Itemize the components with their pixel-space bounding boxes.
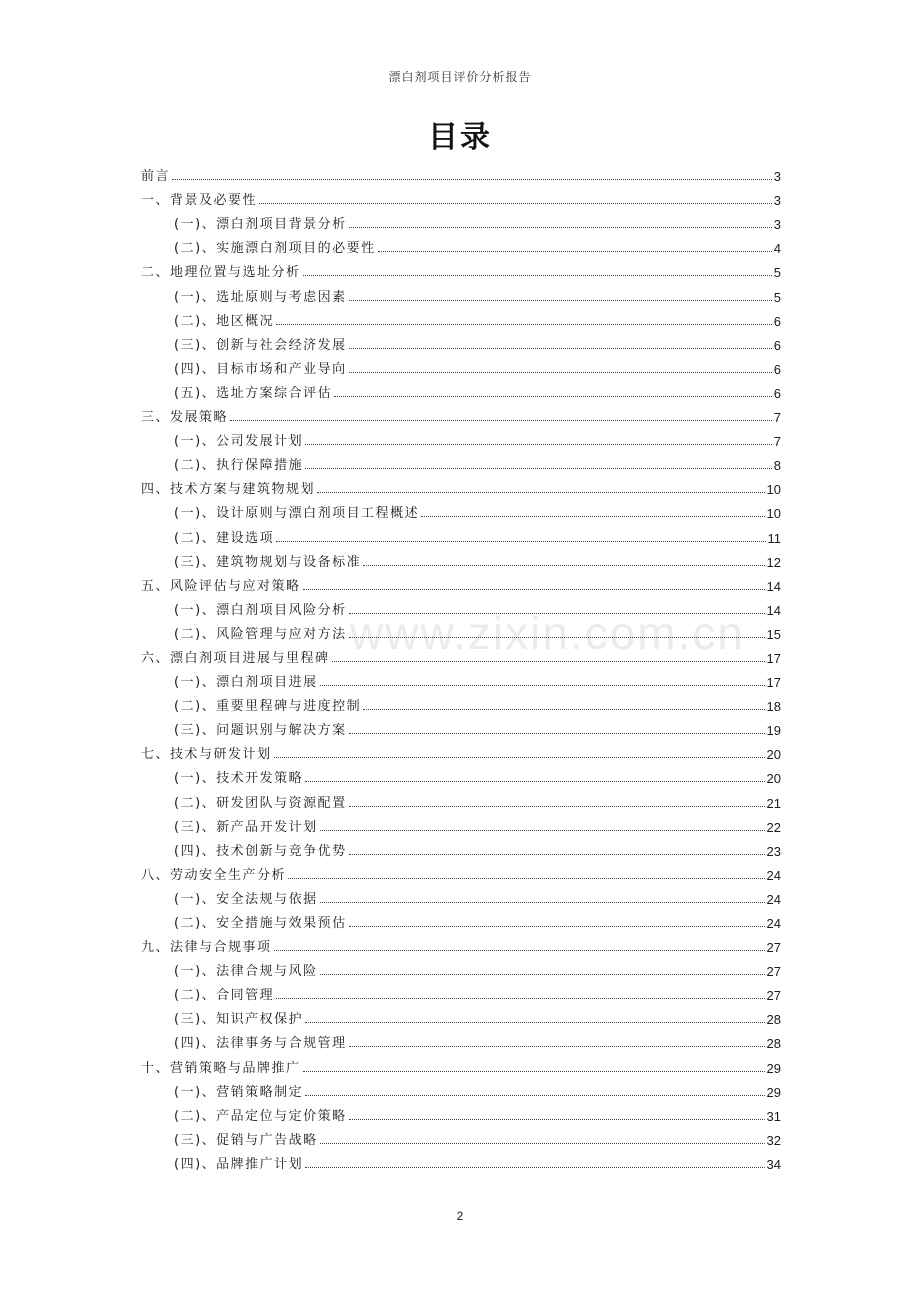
dot-leader xyxy=(320,902,765,903)
dot-leader xyxy=(363,565,764,566)
toc-entry-page: 28 xyxy=(766,1036,781,1052)
toc-entry[interactable] xyxy=(141,883,781,907)
toc-entry-label: (一)、技术开发策略 xyxy=(174,771,304,787)
toc-entry-label: (三)、问题识别与解决方案 xyxy=(174,723,347,739)
toc-entry-label: (三)、创新与社会经济发展 xyxy=(174,337,347,353)
toc-entry-page: 7 xyxy=(773,434,781,450)
toc-entry-page: 6 xyxy=(773,313,781,329)
toc-entry-label: (二)、合同管理 xyxy=(174,988,275,1004)
toc-entry-page: 10 xyxy=(766,506,781,522)
toc-entry[interactable] xyxy=(141,738,781,762)
dot-leader xyxy=(305,1167,764,1168)
toc-entry-page: 6 xyxy=(773,337,781,353)
toc-entry[interactable] xyxy=(141,618,781,642)
toc-entry-label: (二)、安全措施与效果预估 xyxy=(174,916,347,931)
running-header: 漂白剂项目评价分析报告 xyxy=(388,70,532,84)
toc-entry[interactable] xyxy=(141,1100,781,1124)
toc-entry[interactable] xyxy=(141,570,781,594)
toc-entry-page: 6 xyxy=(773,361,781,377)
dot-leader xyxy=(320,1143,765,1144)
toc-entry-label: (四)、品牌推广计划 xyxy=(174,1156,304,1172)
toc-entry-page: 28 xyxy=(766,1012,781,1028)
toc-entry[interactable] xyxy=(141,762,781,786)
dot-leader xyxy=(349,926,765,927)
toc-entry[interactable] xyxy=(141,449,781,473)
toc-entry-page: 5 xyxy=(773,289,781,305)
dot-leader xyxy=(320,685,765,686)
dot-leader xyxy=(305,468,772,469)
toc-entry[interactable] xyxy=(141,955,781,979)
toc-entry[interactable] xyxy=(141,232,781,256)
dot-leader xyxy=(303,1071,765,1072)
toc-entry[interactable] xyxy=(141,811,781,835)
toc-entry[interactable] xyxy=(141,425,781,449)
dot-leader xyxy=(320,974,765,975)
page-number: 2 xyxy=(456,1209,464,1223)
toc-entry-label: 九、法律与合规事项 xyxy=(141,940,272,956)
toc-entry-label: (三)、促销与广告战略 xyxy=(174,1132,318,1148)
toc-entry-page: 3 xyxy=(773,169,781,185)
toc-entry[interactable] xyxy=(141,1076,781,1100)
toc-entry-page: 27 xyxy=(766,940,781,956)
toc-entry-label: 二、地理位置与选址分析 xyxy=(141,265,301,281)
toc-entry-label: 八、劳动安全生产分析 xyxy=(141,867,287,883)
toc-entry-page: 17 xyxy=(766,650,781,666)
dot-leader xyxy=(378,251,772,252)
toc-entry-label: 五、风险评估与应对策略 xyxy=(141,578,301,594)
dot-leader xyxy=(172,179,772,180)
toc-entry-label: (一)、营销策略制定 xyxy=(174,1084,304,1100)
dot-leader xyxy=(276,324,772,325)
toc-entry[interactable] xyxy=(141,835,781,859)
toc-entry-label: 前言 xyxy=(141,169,171,185)
toc-entry[interactable] xyxy=(141,329,781,353)
toc-entry-label: (二)、建设选项 xyxy=(174,530,275,546)
toc-entry-page: 27 xyxy=(766,964,781,980)
toc-entry-label: 四、技术方案与建筑物规划 xyxy=(141,482,316,498)
toc-entry[interactable] xyxy=(141,714,781,738)
dot-leader xyxy=(349,372,772,373)
dot-leader xyxy=(349,733,765,734)
toc-entry-page: 29 xyxy=(766,1084,781,1100)
dot-leader xyxy=(274,950,765,951)
toc-entry[interactable] xyxy=(141,786,781,810)
toc-entry-label: (二)、地区概况 xyxy=(174,313,275,329)
toc-title: 目录 xyxy=(428,120,492,155)
dot-leader xyxy=(349,637,765,638)
toc-entry-label: (二)、重要里程碑与进度控制 xyxy=(174,699,362,715)
toc-entry[interactable] xyxy=(141,305,781,329)
toc-entry-label: (一)、漂白剂项目进展 xyxy=(174,675,318,691)
toc-entry-label: 十、营销策略与品牌推广 xyxy=(141,1060,301,1076)
toc-entry[interactable] xyxy=(141,1027,781,1051)
toc-entry-page: 27 xyxy=(766,988,781,1004)
toc-entry-page: 6 xyxy=(773,385,781,401)
toc-entry-page: 14 xyxy=(766,602,781,618)
dot-leader xyxy=(274,757,765,758)
toc-entry[interactable] xyxy=(141,594,781,618)
toc-entry[interactable] xyxy=(141,1051,781,1075)
dot-leader xyxy=(349,854,765,855)
toc-entry-page: 31 xyxy=(766,1108,781,1124)
toc-entry-page: 32 xyxy=(766,1132,781,1148)
dot-leader xyxy=(305,781,764,782)
toc-entry-page: 14 xyxy=(766,578,781,594)
toc-entry-page: 24 xyxy=(766,867,781,883)
toc-entry-label: (二)、执行保障措施 xyxy=(174,458,304,474)
dot-leader xyxy=(349,613,765,614)
toc-entry[interactable] xyxy=(141,1003,781,1027)
toc-entry-page: 7 xyxy=(773,410,781,426)
dot-leader xyxy=(305,444,772,445)
toc-entry[interactable] xyxy=(141,377,781,401)
dot-leader xyxy=(305,1022,764,1023)
dot-leader xyxy=(259,203,772,204)
dot-leader xyxy=(334,396,772,397)
toc-entry-label: 三、发展策略 xyxy=(141,410,229,426)
toc-entry-page: 12 xyxy=(766,554,781,570)
toc-entry[interactable] xyxy=(141,401,781,425)
toc-entry[interactable] xyxy=(141,353,781,377)
toc-entry[interactable] xyxy=(141,208,781,232)
toc-entry-label: (二)、产品定位与定价策略 xyxy=(174,1108,347,1124)
dot-leader xyxy=(288,878,765,879)
toc-entry-page: 22 xyxy=(766,819,781,835)
toc-entry[interactable] xyxy=(141,521,781,545)
toc-entry-page: 18 xyxy=(766,699,781,715)
toc-entry-label: (三)、新产品开发计划 xyxy=(174,819,318,835)
toc-entry-label: (一)、公司发展计划 xyxy=(174,434,304,450)
dot-leader xyxy=(421,516,764,517)
toc-entry[interactable] xyxy=(141,280,781,304)
dot-leader xyxy=(349,348,772,349)
dot-leader xyxy=(320,830,765,831)
dot-leader xyxy=(349,227,772,228)
toc-entry-page: 10 xyxy=(766,482,781,498)
toc-entry[interactable] xyxy=(141,184,781,208)
toc-entry-label: (一)、漂白剂项目背景分析 xyxy=(174,217,347,233)
toc-entry-page: 11 xyxy=(767,530,781,546)
toc-entry-label: (三)、知识产权保护 xyxy=(174,1012,304,1028)
dot-leader xyxy=(303,275,772,276)
toc-entry[interactable] xyxy=(141,690,781,714)
toc-entry-label: (一)、选址原则与考虑因素 xyxy=(174,289,347,305)
dot-leader xyxy=(349,300,772,301)
toc-entry-page: 24 xyxy=(766,916,781,931)
toc-entry[interactable] xyxy=(141,979,781,1003)
toc-entry[interactable] xyxy=(141,497,781,521)
dot-leader xyxy=(349,1046,765,1047)
dot-leader xyxy=(349,806,765,807)
toc-entry-label: (一)、安全法规与依据 xyxy=(174,891,318,907)
toc-entry-label: 七、技术与研发计划 xyxy=(141,747,272,763)
toc-entry-page: 17 xyxy=(766,675,781,691)
toc-entry-label: (二)、研发团队与资源配置 xyxy=(174,795,347,811)
toc-entry-page: 21 xyxy=(766,795,781,811)
toc-entry-page: 19 xyxy=(766,723,781,739)
dot-leader xyxy=(349,1119,765,1120)
dot-leader xyxy=(363,709,764,710)
toc-entry-label: 一、背景及必要性 xyxy=(141,193,258,209)
toc-entry-label: 六、漂白剂项目进展与里程碑 xyxy=(141,650,330,666)
dot-leader xyxy=(276,998,764,999)
toc-entry-page: 5 xyxy=(773,265,781,281)
toc-entry-label: (五)、选址方案综合评估 xyxy=(174,385,333,401)
toc-entry[interactable] xyxy=(141,666,781,690)
toc-entry-page: 20 xyxy=(766,771,781,787)
toc-entry-label: (二)、实施漂白剂项目的必要性 xyxy=(174,241,376,257)
toc-entry[interactable] xyxy=(141,1148,781,1172)
toc-entry-label: (三)、建筑物规划与设备标准 xyxy=(174,554,362,570)
toc-entry-page: 3 xyxy=(773,217,781,233)
dot-leader xyxy=(303,589,765,590)
toc-entry-page: 24 xyxy=(766,891,781,907)
dot-leader xyxy=(332,661,765,662)
toc-entry-page: 15 xyxy=(766,626,781,642)
toc-entry-label: (四)、法律事务与合规管理 xyxy=(174,1036,347,1052)
toc-entry-label: (一)、法律合规与风险 xyxy=(174,964,318,980)
toc-entry-label: (一)、设计原则与漂白剂项目工程概述 xyxy=(174,506,420,522)
toc-entry-page: 20 xyxy=(766,747,781,763)
toc-entry-page: 8 xyxy=(773,458,781,474)
toc-entry[interactable] xyxy=(141,642,781,666)
toc-entry-page: 4 xyxy=(773,241,781,257)
toc-entry-page: 3 xyxy=(773,193,781,209)
dot-leader xyxy=(305,1095,764,1096)
toc-entry-page: 29 xyxy=(766,1060,781,1076)
toc-entry[interactable] xyxy=(141,160,781,184)
toc-entry-label: (二)、风险管理与应对方法 xyxy=(174,626,347,642)
dot-leader xyxy=(276,541,765,542)
toc-entry-page: 23 xyxy=(766,843,781,859)
toc-entry[interactable] xyxy=(141,907,781,931)
toc-entry-page: 34 xyxy=(766,1156,781,1172)
toc-entry[interactable] xyxy=(141,859,781,883)
toc-entry-label: (四)、技术创新与竞争优势 xyxy=(174,843,347,859)
toc-entry[interactable] xyxy=(141,1124,781,1148)
table-of-contents xyxy=(141,160,781,1172)
dot-leader xyxy=(317,492,765,493)
toc-entry[interactable] xyxy=(141,473,781,497)
toc-entry[interactable] xyxy=(141,256,781,280)
toc-entry[interactable] xyxy=(141,546,781,570)
toc-entry-label: (四)、目标市场和产业导向 xyxy=(174,361,347,377)
dot-leader xyxy=(230,420,772,421)
toc-entry-label: (一)、漂白剂项目风险分析 xyxy=(174,602,347,618)
toc-entry[interactable] xyxy=(141,931,781,955)
watermark: www.zixin.com.cn xyxy=(350,607,745,659)
